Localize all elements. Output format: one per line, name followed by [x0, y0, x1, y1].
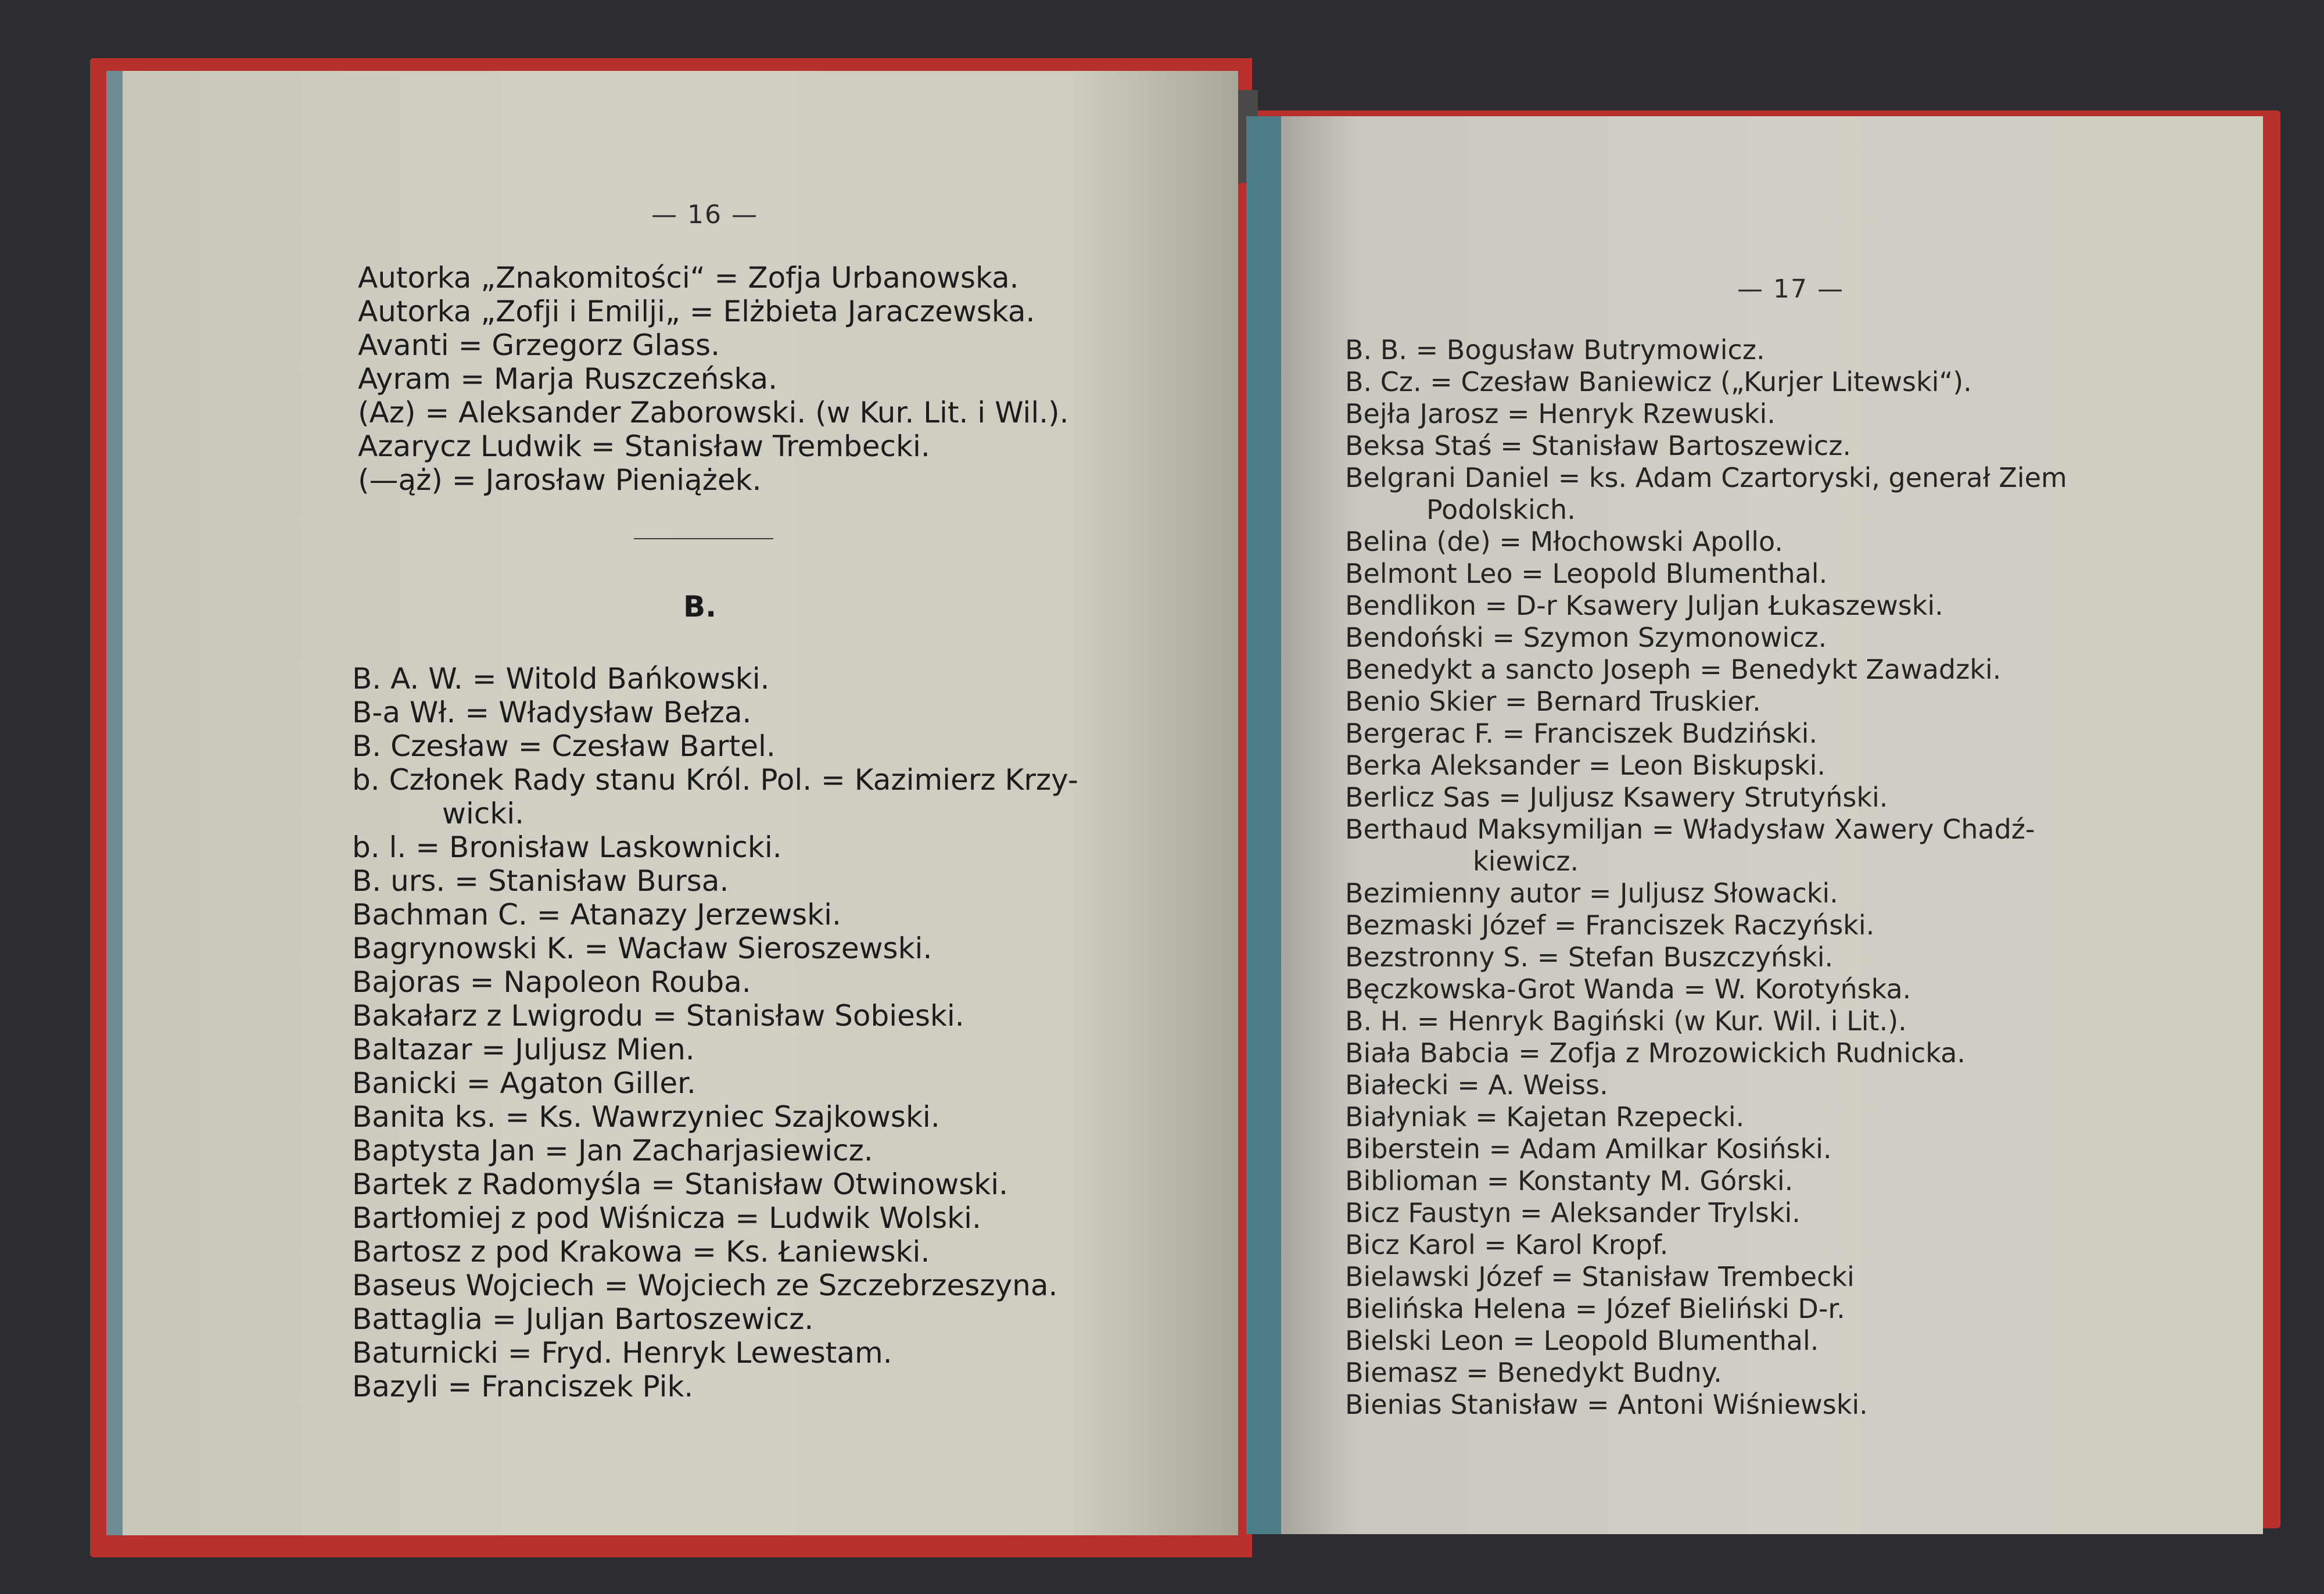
- entry: Beksa Staś = Stanisław Bartoszewicz.: [1345, 430, 1851, 461]
- entry: Bartek z Radomyśla = Stanisław Otwinowski.: [352, 1167, 1008, 1201]
- entry: Bakałarz z Lwigrodu = Stanisław Sobieski.: [352, 999, 964, 1033]
- entry: Autorka „Zofji i Emilji„ = Elżbieta Jaraczewska.: [358, 295, 1035, 328]
- entry: B. urs. = Stanisław Bursa.: [352, 864, 729, 898]
- entry: Belina (de) = Młochowski Apollo.: [1345, 526, 1784, 557]
- entry: Azarycz Ludwik = Stanisław Trembecki.: [358, 429, 930, 463]
- entry: Bicz Faustyn = Aleksander Trylski.: [1345, 1197, 1801, 1228]
- left-page: [123, 71, 1238, 1535]
- entry: B. B. = Bogusław Butrymowicz.: [1345, 334, 1765, 366]
- entry: (—ąż) = Jarosław Pieniążek.: [358, 463, 762, 497]
- entry-continuation: wicki.: [442, 797, 525, 830]
- entry: Baseus Wojciech = Wojciech ze Szczebrzeszyna.: [352, 1269, 1058, 1302]
- entry: Bielawski Józef = Stanisław Trembecki: [1345, 1261, 1855, 1292]
- entry-continuation: Podolskich.: [1426, 494, 1576, 525]
- entry: Bergerac F. = Franciszek Budziński.: [1345, 718, 1818, 749]
- page-number: — 16 —: [651, 200, 758, 230]
- entry: B-a Wł. = Władysław Bełza.: [352, 696, 752, 729]
- left-endpaper: [106, 71, 123, 1535]
- entry: Bezstronny S. = Stefan Buszczyński.: [1345, 941, 1834, 973]
- entry: Bezmaski Józef = Franciszek Raczyński.: [1345, 909, 1875, 941]
- right-page: [1281, 116, 2263, 1534]
- entry: Banita ks. = Ks. Wawrzyniec Szajkowski.: [352, 1100, 940, 1134]
- entry: Bachman C. = Atanazy Jerzewski.: [352, 898, 841, 932]
- entry: (Az) = Aleksander Zaborowski. (w Kur. Lit. i Wil.).: [358, 396, 1069, 429]
- entry: Bendoński = Szymon Szymonowicz.: [1345, 622, 1827, 653]
- entry: Bazyli = Franciszek Pik.: [352, 1370, 694, 1403]
- entry: Bicz Karol = Karol Kropf.: [1345, 1229, 1669, 1260]
- entry: Bagrynowski K. = Wacław Sieroszewski.: [352, 932, 933, 965]
- entry: Baptysta Jan = Jan Zacharjasiewicz.: [352, 1134, 873, 1167]
- entry: Bezimienny autor = Juljusz Słowacki.: [1345, 877, 1838, 909]
- entry: B. H. = Henryk Bagiński (w Kur. Wil. i Lit.).: [1345, 1005, 1907, 1037]
- entry: Belgrani Daniel = ks. Adam Czartoryski, generał Ziem: [1345, 462, 2067, 493]
- entry: Battaglia = Juljan Bartoszewicz.: [352, 1302, 814, 1336]
- entry: Bielski Leon = Leopold Blumenthal.: [1345, 1325, 1819, 1356]
- entry: b. Członek Rady stanu Król. Pol. = Kazimierz Krzy-: [352, 763, 1078, 797]
- entry: B. Cz. = Czesław Baniewicz („Kurjer Litewski“).: [1345, 366, 1972, 397]
- entry: Bartosz z pod Krakowa = Ks. Łaniewski.: [352, 1235, 930, 1269]
- entry: Biblioman = Konstanty M. Górski.: [1345, 1165, 1794, 1197]
- entry: B. A. W. = Witold Bańkowski.: [352, 662, 770, 696]
- entry: Bienias Stanisław = Antoni Wiśniewski.: [1345, 1389, 1868, 1420]
- page-number: — 17 —: [1737, 274, 1844, 304]
- entry: Benio Skier = Bernard Truskier.: [1345, 686, 1761, 717]
- section-heading: B.: [683, 590, 717, 624]
- entry: Benedykt a sancto Joseph = Benedykt Zawadzki.: [1345, 654, 2002, 685]
- entry: Ayram = Marja Ruszczeńska.: [358, 362, 778, 396]
- entry: Baturnicki = Fryd. Henryk Lewestam.: [352, 1336, 892, 1370]
- entry: Biemasz = Benedykt Budny.: [1345, 1357, 1722, 1388]
- entry: Berka Aleksander = Leon Biskupski.: [1345, 750, 1826, 781]
- entry: Białecki = A. Weiss.: [1345, 1069, 1608, 1101]
- entry: Banicki = Agaton Giller.: [352, 1066, 696, 1100]
- section-divider: [634, 538, 773, 539]
- open-book: [90, 58, 2280, 1557]
- entry: Białyniak = Kajetan Rzepecki.: [1345, 1101, 1745, 1133]
- entry: Bęczkowska-Grot Wanda = W. Korotyńska.: [1345, 973, 1911, 1005]
- right-endpaper: [1246, 116, 1281, 1534]
- entry: Belmont Leo = Leopold Blumenthal.: [1345, 558, 1828, 589]
- entry: Berlicz Sas = Juljusz Ksawery Strutyński.: [1345, 782, 1888, 813]
- entry: Bartłomiej z pod Wiśnicza = Ludwik Wolski.: [352, 1201, 981, 1235]
- entry: Avanti = Grzegorz Glass.: [358, 328, 720, 362]
- entry: b. l. = Bronisław Laskownicki.: [352, 830, 782, 864]
- entry: Bajoras = Napoleon Rouba.: [352, 965, 751, 999]
- entry: Baltazar = Juljusz Mien.: [352, 1033, 695, 1066]
- entry: Bielińska Helena = Józef Bieliński D-r.: [1345, 1293, 1845, 1324]
- entry-continuation: kiewicz.: [1473, 846, 1579, 877]
- entry: Autorka „Znakomitości“ = Zofja Urbanowska.: [358, 261, 1019, 295]
- entry: Biberstein = Adam Amilkar Kosiński.: [1345, 1133, 1832, 1165]
- entry: B. Czesław = Czesław Bartel.: [352, 729, 776, 763]
- entry: Bejła Jarosz = Henryk Rzewuski.: [1345, 398, 1776, 429]
- entry: Berthaud Maksymiljan = Władysław Xawery Chadź-: [1345, 814, 2035, 845]
- entry: Bendlikon = D-r Ksawery Juljan Łukaszewski.: [1345, 590, 1943, 621]
- entry: Biała Babcia = Zofja z Mrozowickich Rudnicka.: [1345, 1037, 1966, 1069]
